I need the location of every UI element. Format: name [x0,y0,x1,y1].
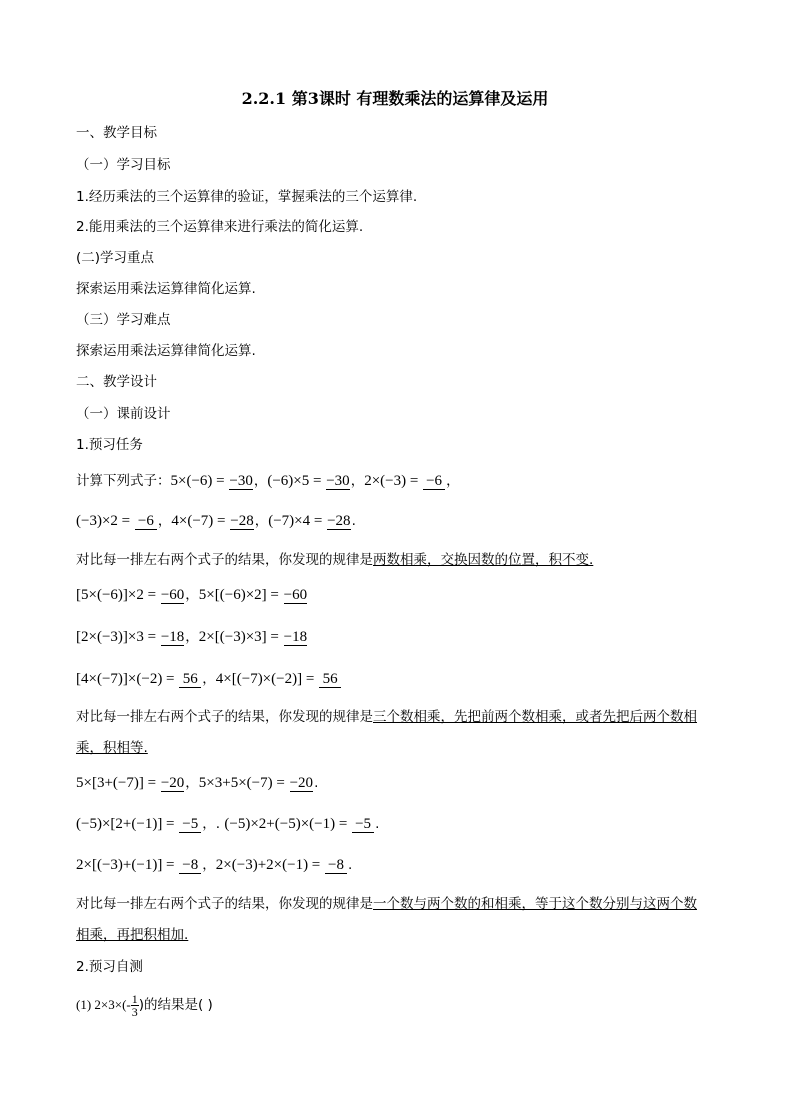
separator: ， [254,513,269,529]
answer: −30 [229,473,253,489]
section-heading-design: 二、教学设计 [76,374,157,390]
conclusion-rule: 三个数相乘，先把前两个数相乘，或者先把后两个数相 [373,709,697,725]
subheading-difficulties: （三）学习难点 [76,312,171,328]
expr: 2×[(−3)+(−1)] = [76,857,179,873]
answer: −8 [179,858,201,874]
expr: 5×3+5×(−7) = [198,775,289,791]
answer: −18 [160,629,185,645]
answer: −5 [352,817,374,833]
separator: ， [446,473,460,489]
distrib-row-3 [76,856,352,874]
separator: ， [185,587,199,603]
answer: −6 [423,474,445,490]
question-1 [76,990,213,1020]
answer: −6 [135,514,157,530]
section-heading-objectives: 一、教学目标 [76,125,157,141]
expr: 4×[(−7)×(−2)] = [215,671,319,687]
distrib-row-1 [76,774,318,792]
expr: (−6)×5 = [267,473,326,489]
separator: ， [202,671,216,687]
fraction-denominator: 3 [131,1004,138,1019]
preview-task-title: 1.预习任务 [76,437,143,453]
separator: . [351,513,356,529]
conclusion-prefix: 对比每一排左右两个式子的结果，你发现的规律是 [76,552,373,568]
conclusion-rule: 一个数与两个数的和相乘，等于这个数分别与这两个数 [373,896,697,912]
separator: ， [185,775,199,791]
assoc-row-3 [76,670,342,688]
separator: ， [157,513,172,529]
answer: 56 [319,672,341,688]
conclusion-associative-line-1 [76,708,697,726]
expr: 2×(−3) = [364,473,423,489]
answer: −20 [160,775,185,791]
expr: [5×(−6)]×2 = [76,587,160,603]
separator: . [348,857,353,873]
separator: . [375,816,380,832]
answer: −5 [179,817,201,833]
page-title: 2.2.1 第3课时 有理数乘法的运算律及运用 [241,89,549,108]
expr: (−3)×2 = [76,513,134,529]
conclusion-distributive-line-2 [76,926,188,944]
distrib-row-2 [76,815,379,833]
assoc-row-1 [76,586,308,604]
goal-1: 1.经历乘法的三个运算律的验证，掌握乘法的三个运算律. [76,189,418,205]
subheading-pre-class: （一）课前设计 [76,406,171,422]
answer: −20 [289,775,314,791]
answer: −28 [327,513,351,529]
subheading-key-points: (二)学习重点 [76,250,155,266]
answer: 56 [179,672,201,688]
expr: 2×[(−3)×3] = [198,629,283,645]
expr: (−5)×2+(−5)×(−1) = [224,816,352,832]
expr: (−5)×[2+(−1)] = [76,816,179,832]
calc-intro: 计算下列式子： [76,473,171,489]
separator: ， [185,629,199,645]
expr: 2×(−3)+2×(−1) = [215,857,325,873]
expr: 5×(−6) = [170,473,229,489]
subheading-learning-goals: （一）学习目标 [76,157,171,173]
goal-2: 2.能用乘法的三个运算律来进行乘法的简化运算. [76,219,364,235]
conclusion-distributive-line-1 [76,895,697,913]
fraction [131,993,139,1018]
expr: [4×(−7)]×(−2) = [76,671,179,687]
conclusion-prefix: 对比每一排左右两个式子的结果，你发现的规律是 [76,709,373,725]
expr: 4×(−7) = [171,513,230,529]
self-test-title: 2.预习自测 [76,959,143,975]
answer: −30 [326,473,350,489]
conclusion-associative-line-2 [76,739,148,757]
answer: −28 [230,513,254,529]
expr: 5×[3+(−7)] = [76,775,160,791]
answer: −60 [160,587,185,603]
conclusion-rule-cont: 相乘，再把积相加. [76,927,189,943]
assoc-row-2 [76,628,308,646]
conclusion-rule-cont: 乘，积相等. [76,740,148,756]
separator: . [314,775,319,791]
conclusion-rule: 两数相乘，交换因数的位置，积不变. [373,552,594,568]
separator: ， [202,857,216,873]
calc-row-1 [76,472,460,490]
answer: −60 [283,587,308,603]
conclusion-commutative [76,551,593,569]
answer: −8 [325,858,347,874]
question-suffix: )的结果是( ) [138,997,213,1013]
calc-row-2 [76,512,356,530]
expr: (−7)×4 = [268,513,327,529]
separator: ， [253,473,268,489]
conclusion-prefix: 对比每一排左右两个式子的结果，你发现的规律是 [76,896,373,912]
key-points-text: 探索运用乘法运算律简化运算. [76,281,256,297]
answer: −18 [283,629,308,645]
separator: ，. [202,816,225,832]
separator: ， [350,473,365,489]
question-prefix: (1) 2×3×(- [76,997,131,1012]
difficulties-text: 探索运用乘法运算律简化运算. [76,343,256,359]
fraction-numerator: 1 [131,991,138,1006]
expr: 5×[(−6)×2] = [198,587,283,603]
expr: [2×(−3)]×3 = [76,629,160,645]
